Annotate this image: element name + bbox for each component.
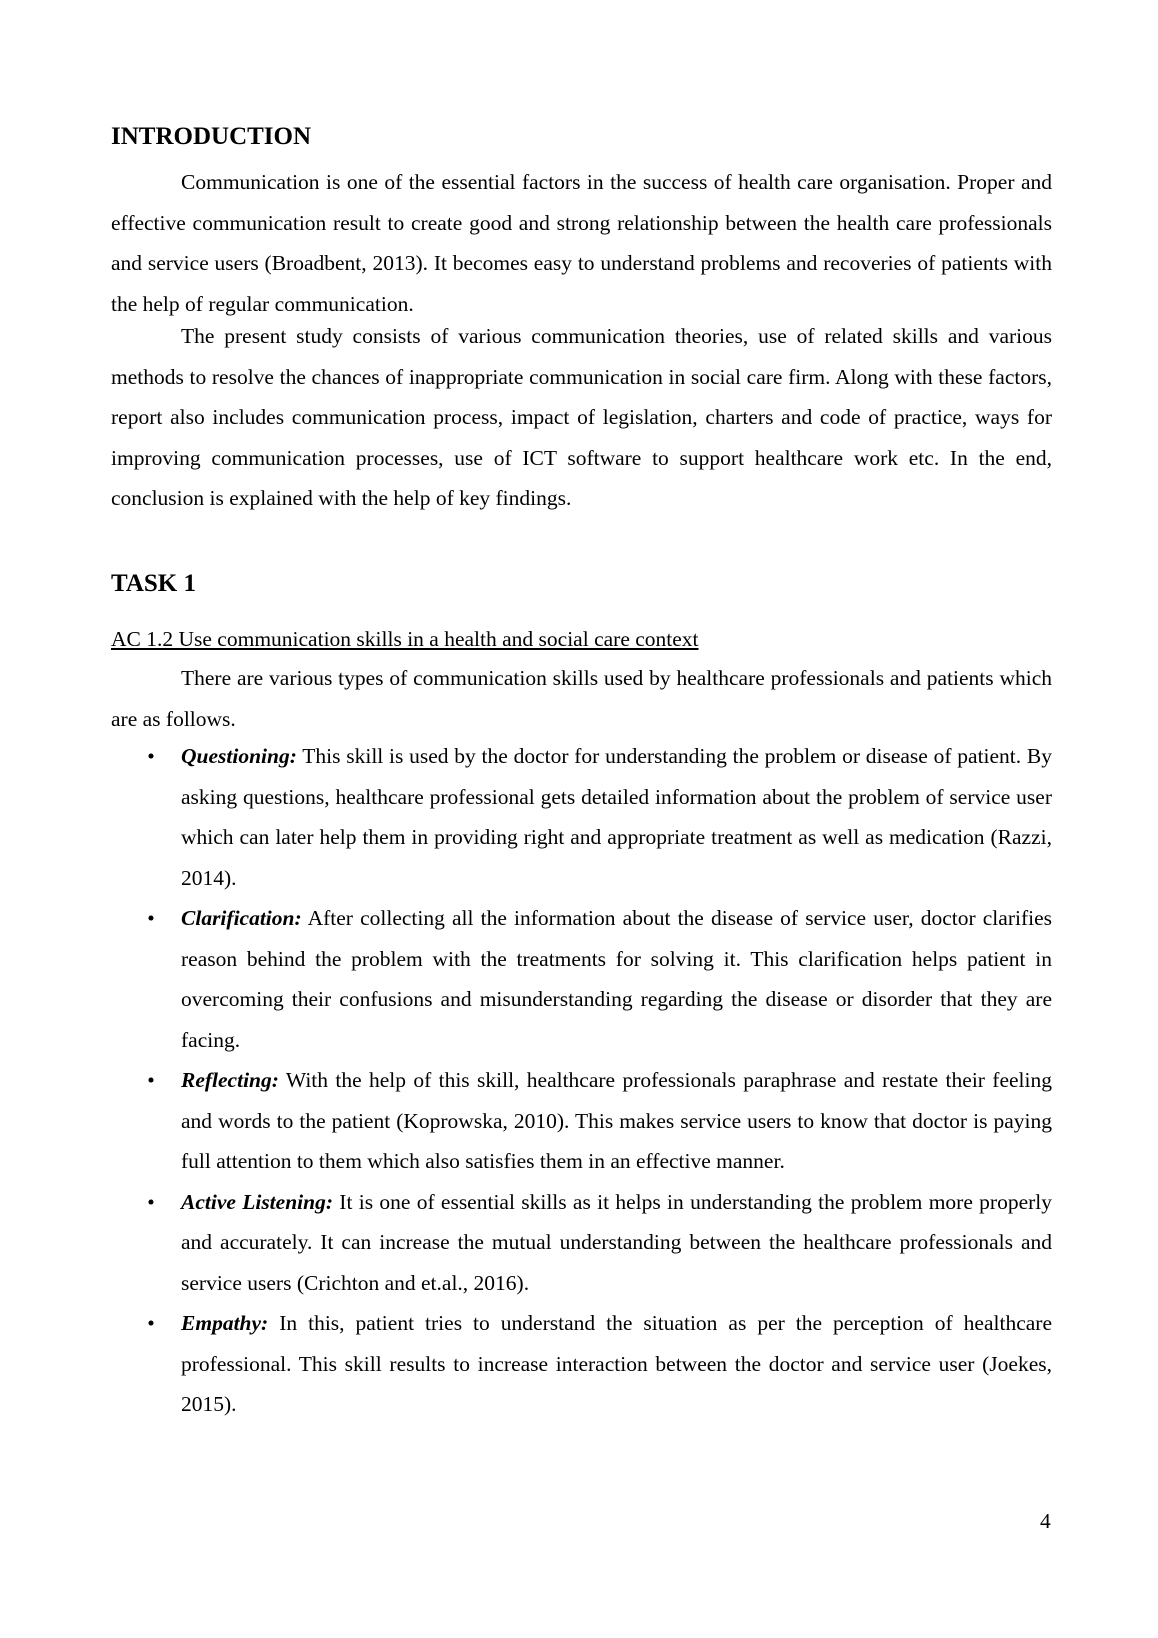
task1-heading: TASK 1 [111,570,196,597]
bullet-icon: • [147,1311,155,1335]
task1-lead-paragraph: There are various types of communication skills used by healthcare professionals and patients which are as follows. [111,666,1052,731]
communication-skills-list [111,736,1052,1425]
skill-term: Empathy: [181,1311,269,1335]
list-item-active-listening [111,1182,1052,1304]
list-item-clarification [111,898,1052,1060]
ac-1-2-subheading: AC 1.2 Use communication skills in a health and social care context [111,627,699,651]
skill-term: Questioning: [181,744,297,768]
skill-term: Active Listening: [181,1189,333,1214]
list-item-empathy [111,1303,1052,1425]
skill-description: With the help of this skill, healthcare professionals paraphrase and restate their feeling and words to the patient (Koprowska, 2010). This makes service users to know that doctor is paying full attention to them which also satisfies them in an effective manner. [181,1068,1052,1173]
list-item-questioning [111,736,1052,898]
skill-description: It is one of essential skills as it helps in understanding the problem more properly and accurately. It can increase the mutual understanding between the healthcare professionals and service users (Crichton and et.al., 2016). [181,1189,1052,1295]
intro-paragraph-1: Communication is one of the essential factors in the success of health care organisation. Proper and effective communication result to create good and strong relationship between the health care professionals and service users (Broadbent, 2013). It becomes easy to understand problems and recoveries of patients with the help of regular communication. [111,170,1052,316]
introduction-heading: INTRODUCTION [111,123,312,150]
skill-term: Clarification: [181,906,302,930]
skill-description: In this, patient tries to understand the situation as per the perception of healthcare professional. This skill results to increase interaction between the doctor and service user (Joekes, 2015). [181,1311,1052,1416]
bullet-icon: • [147,906,155,930]
skill-description: This skill is used by the doctor for understanding the problem or disease of patient. By asking questions, healthcare professional gets detailed information about the problem of service user which can later help them in providing right and appropriate treatment as well as medication (Razzi, 2014). [181,744,1052,890]
bullet-icon: • [147,1189,155,1214]
page-number: 4 [1040,1509,1051,1533]
skill-description: After collecting all the information about the disease of service user, doctor clarifies reason behind the problem with the treatments for solving it. This clarification helps patient in overcoming their confusions and misunderstanding regarding the disease or disorder that they are facing. [181,906,1052,1052]
list-item-reflecting [111,1060,1052,1182]
bullet-icon: • [147,744,155,768]
skill-term: Reflecting: [181,1068,279,1092]
intro-paragraph-2: The present study consists of various communication theories, use of related skills and various methods to resolve the chances of inappropriate communication in social care firm. Along with these factors, report also includes communication process, impact of legislation, charters and code of practice, ways for improving communication processes, use of ICT software to support healthcare work etc. In the end, conclusion is explained with the help of key findings. [111,324,1052,510]
bullet-icon: • [147,1068,155,1092]
